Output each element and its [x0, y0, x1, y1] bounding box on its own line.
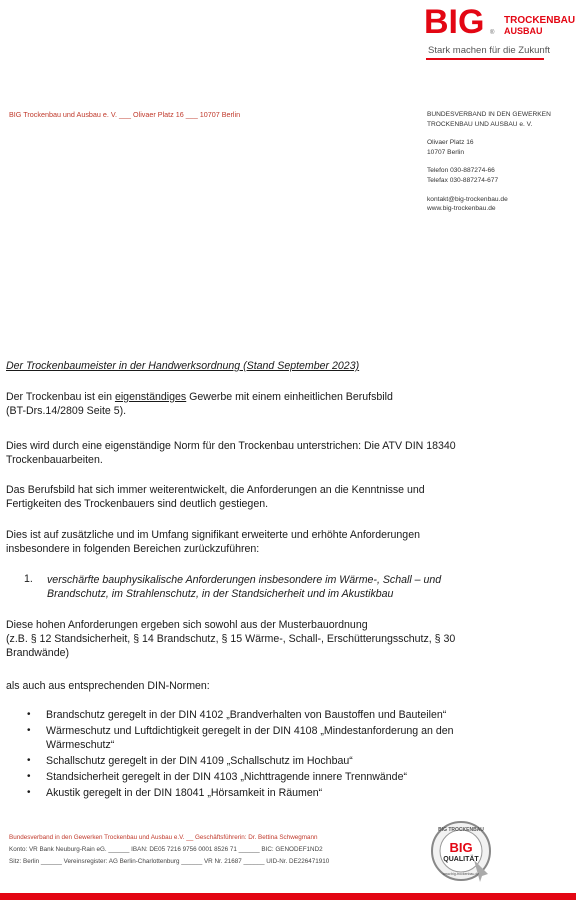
logo-underline [426, 58, 544, 60]
org-street: Olivaer Platz 16 [427, 139, 474, 147]
logo-registered-mark: ® [490, 30, 495, 36]
paragraph-4-line-1: Dies ist auf zusätzliche und im Umfang signifikant erweiterte und erhöhte Anforderungen [6, 529, 420, 541]
bullet-dot: • [27, 771, 31, 782]
organization-address-block [427, 110, 575, 214]
paragraph-3 [6, 483, 561, 511]
paragraph-4 [6, 528, 561, 556]
org-web-link[interactable]: www.big-trockenbau.de [427, 205, 496, 213]
paragraph-5-line-2: (z.B. § 12 Standsicherheit, § 14 Brandschutz, § 15 Wärme-, Schall-, Erschütterungsschutz, § 30 [6, 633, 456, 645]
paragraph-5-line-1: Diese hohen Anforderungen ergeben sich sowohl aus der Musterbauordnung [6, 619, 368, 631]
footer-line-1: Bundesverband in den Gewerken Trockenbau und Ausbau e.V. __ Geschäftsführerin: Dr. Bettina Schwegmann [9, 834, 318, 841]
paragraph-5 [6, 618, 561, 660]
seal-top-text: BIG TROCKENBAU [438, 827, 484, 833]
bottom-brand-bar [0, 893, 576, 900]
seal-word-text: QUALITÄT [443, 856, 479, 863]
paragraph-2-line-2: Trockenbauarbeiten. [6, 454, 103, 466]
document-title: Der Trockenbaumeister in der Handwerksordnung (Stand September 2023) [6, 360, 360, 372]
p1-underlined-word: eigenständiges [114, 391, 187, 403]
logo-big-text: BIG [424, 3, 485, 41]
bullet-item: Akustik geregelt in der DIN 18041 „Hörsamkeit in Räumen“ [46, 787, 323, 799]
paragraph-2 [6, 439, 561, 467]
org-fax: Telefax 030-887274-677 [427, 176, 499, 184]
seal-bottom-text: www.big-trockenbau.de [442, 872, 480, 876]
bullet-dot: • [27, 725, 31, 736]
big-logo [424, 4, 574, 62]
logo-word-ausbau: AUSBAU [504, 26, 543, 36]
bullet-dot: • [27, 787, 31, 798]
p1-text-a: Der Trockenbau ist ein [6, 391, 115, 403]
org-name-line-1: BUNDESVERBAND IN DEN GEWERKEN [427, 111, 551, 118]
paragraph-5-line-3: Brandwände) [6, 647, 70, 659]
bullet-item-continuation: Wärmeschutz“ [46, 739, 115, 751]
bullet-dot: • [27, 709, 31, 720]
paragraph-4-line-2: insbesondere in folgenden Bereichen zurückzuführen: [6, 543, 260, 555]
org-email-link[interactable]: kontakt@big-trockenbau.de [427, 195, 508, 203]
bullet-item: Schallschutz geregelt in der DIN 4109 „Schallschutz im Hochbau“ [46, 755, 353, 767]
org-name-line-2: TROCKENBAU UND AUSBAU e. V. [427, 120, 533, 128]
numbered-item-line-1: verschärfte bauphysikalische Anforderungen insbesondere im Wärme-, Schall – und [47, 574, 442, 586]
p1-text-b: Gewerbe mit einem einheitlichen Berufsbild [186, 391, 393, 403]
paragraph-3-line-1: Das Berufsbild hat sich immer weiterentwickelt, die Anforderungen an die Kenntnisse und [6, 484, 425, 496]
bullet-item: Wärmeschutz und Luftdichtigkeit geregelt in der DIN 4108 „Mindestanforderung an den [46, 725, 454, 737]
numbered-item-text [47, 573, 557, 601]
numbered-item-line-2: Brandschutz, im Strahlenschutz, in der Standsicherheit und im Akustikbau [47, 588, 394, 600]
paragraph-2-line-1: Dies wird durch eine eigenständige Norm für den Trockenbau unterstrichen: Die ATV DIN 18340 [6, 440, 456, 452]
footer-line-3: Sitz: Berlin ______ Vereinsregister: AG Berlin-Charlottenburg ______ VR Nr. 21687 ______ UID-Nr. DE226471910 [9, 858, 330, 865]
org-city: 10707 Berlin [427, 148, 465, 156]
bullet-dot: • [27, 755, 31, 766]
logo-tagline: Stark machen für die Zukunft [428, 45, 550, 56]
bullet-item: Brandschutz geregelt in der DIN 4102 „Brandverhalten von Baustoffen und Bauteilen“ [46, 709, 447, 721]
numbered-item-number: 1. [24, 573, 33, 585]
bullet-item: Standsicherheit geregelt in der DIN 4103 „Nichttragende innere Trennwände“ [46, 771, 407, 783]
org-phone: Telefon 030-887274-66 [427, 167, 495, 175]
sender-address-line: BIG Trockenbau und Ausbau e. V. ___ Olivaer Platz 16 ___ 10707 Berlin [9, 110, 241, 119]
paragraph-3-line-2: Fertigkeiten des Trockenbauers sind deutlich gestiegen. [6, 498, 269, 510]
footer-line-2: Konto: VR Bank Neuburg-Rain eG. ______ IBAN: DE05 7216 9756 0001 8526 71 ______ BIC: GENODEF1ND2 [9, 846, 323, 853]
paragraph-1-line-1 [6, 390, 561, 404]
paragraph-1-line-2: (BT-Drs.14/2809 Seite 5). [6, 405, 127, 417]
paragraph-1 [6, 390, 561, 418]
quality-seal-icon [430, 820, 492, 882]
paragraph-6: als auch aus entsprechenden DIN-Normen: [6, 680, 210, 692]
seal-big-text: BIG [449, 840, 473, 855]
logo-word-trockenbau: TROCKENBAU [504, 15, 576, 26]
